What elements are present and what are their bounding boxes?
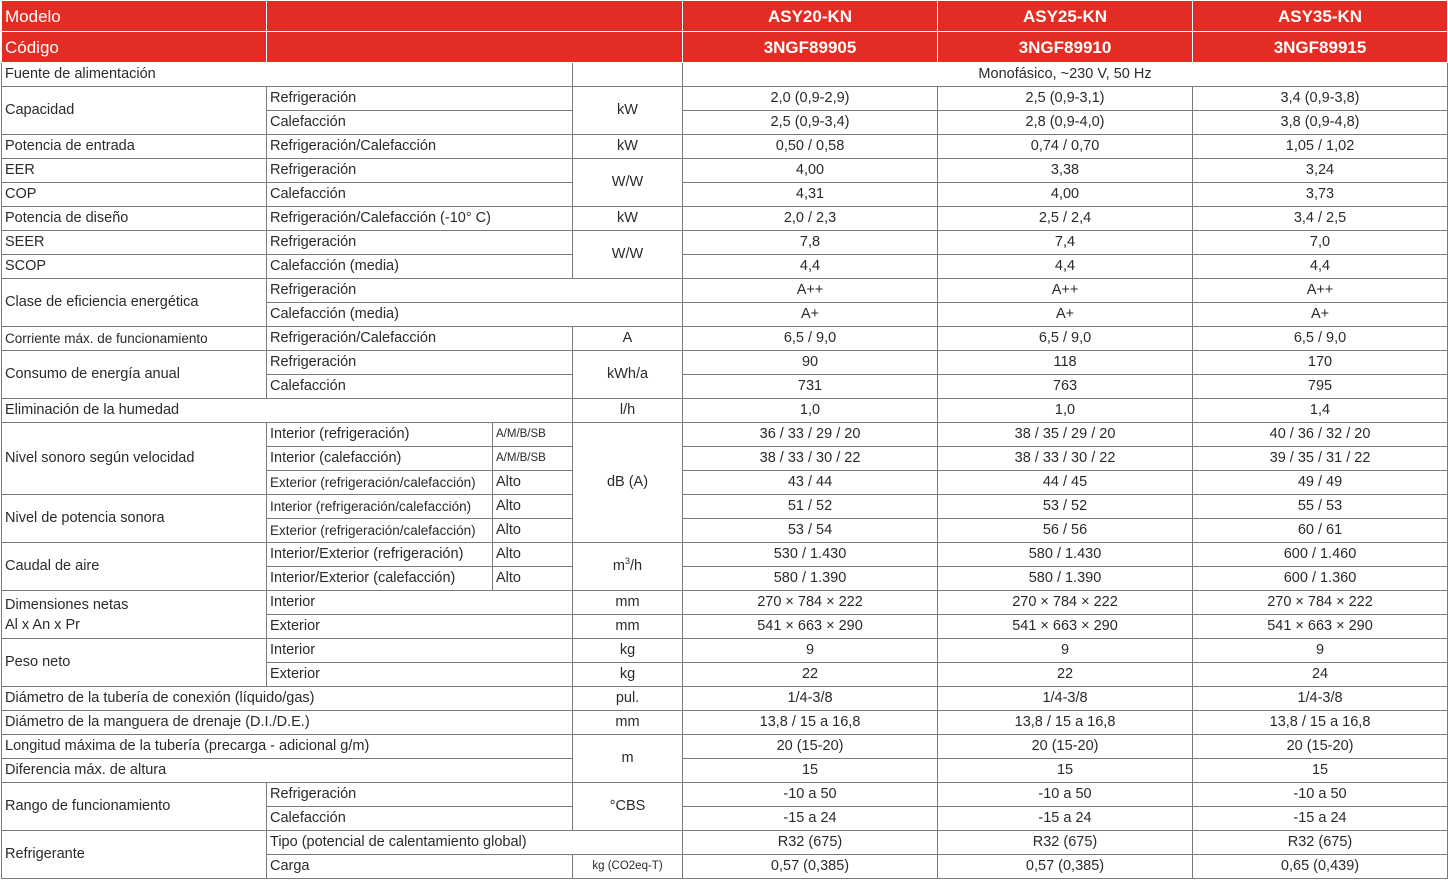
unit-base: m <box>612 558 625 574</box>
row-label: Diámetro de la tubería de conexión (líquido/gas) <box>2 687 573 711</box>
value-cell: 15 <box>938 759 1193 783</box>
value-cell: 20 (15-20) <box>1193 735 1448 759</box>
value-cell: A++ <box>683 279 938 303</box>
row-label: Rango de funcionamiento <box>2 783 267 831</box>
value-cell: 541 × 663 × 290 <box>683 615 938 639</box>
value-cell: 60 / 61 <box>1193 519 1448 543</box>
value-cell: 580 / 1.430 <box>938 543 1193 567</box>
unit-tail: /h <box>630 558 643 574</box>
row-label: Corriente máx. de funcionamiento <box>2 327 267 351</box>
value-cell: 20 (15-20) <box>683 735 938 759</box>
value-cell: A+ <box>1193 303 1448 327</box>
value-cell: 4,4 <box>683 255 938 279</box>
value-cell: 3,38 <box>938 159 1193 183</box>
sub-label: Interior/Exterior (refrigeración) <box>267 543 493 567</box>
sub-label: Calefacción <box>267 111 573 135</box>
value-cell: 38 / 33 / 30 / 22 <box>938 447 1193 471</box>
unit-cell: kg <box>573 663 683 687</box>
value-cell: 22 <box>938 663 1193 687</box>
speed-label: Alto <box>493 471 573 495</box>
unit-cell: dB (A) <box>573 423 683 543</box>
value-cell: 1,05 / 1,02 <box>1193 135 1448 159</box>
value-cell: 763 <box>938 375 1193 399</box>
sub-label: Interior/Exterior (calefacción) <box>267 567 493 591</box>
value-cell: 600 / 1.360 <box>1193 567 1448 591</box>
speed-label: Alto <box>493 567 573 591</box>
table-row <box>2 231 1448 255</box>
value-cell: 270 × 784 × 222 <box>683 591 938 615</box>
sub-label: Refrigeración <box>267 159 573 183</box>
value-cell: 53 / 52 <box>938 495 1193 519</box>
table-row <box>2 735 1448 759</box>
value-cell: 51 / 52 <box>683 495 938 519</box>
value-cell: 600 / 1.460 <box>1193 543 1448 567</box>
value-cell: 6,5 / 9,0 <box>683 327 938 351</box>
sub-label: Refrigeración <box>267 231 573 255</box>
row-label-line2: Al x An x Pr <box>5 616 80 633</box>
sub-label: Interior <box>267 591 573 615</box>
sub-label: Calefacción (media) <box>267 303 683 327</box>
sub-label: Refrigeración <box>267 351 573 375</box>
value-cell: 9 <box>683 639 938 663</box>
value-cell: 3,24 <box>1193 159 1448 183</box>
value-cell: A++ <box>1193 279 1448 303</box>
sub-label: Interior (refrigeración/calefacción) <box>267 495 493 519</box>
value-cell: 170 <box>1193 351 1448 375</box>
value-cell: 1/4-3/8 <box>1193 687 1448 711</box>
row-label: COP <box>2 183 267 207</box>
value-cell: 2,5 (0,9-3,1) <box>938 87 1193 111</box>
value-cell: 6,5 / 9,0 <box>1193 327 1448 351</box>
value-cell: A++ <box>938 279 1193 303</box>
value-cell: R32 (675) <box>938 831 1193 855</box>
row-label: Capacidad <box>2 87 267 135</box>
code-1: 3NGF89905 <box>683 32 938 63</box>
row-label: SCOP <box>2 255 267 279</box>
row-label: Consumo de energía anual <box>2 351 267 399</box>
unit-cell <box>573 543 683 591</box>
value-cell: -15 a 24 <box>938 807 1193 831</box>
value-cell: 49 / 49 <box>1193 471 1448 495</box>
model-label: Modelo <box>2 1 267 32</box>
sub-label: Carga <box>267 855 573 879</box>
row-label: Fuente de alimentación <box>2 63 573 87</box>
unit-cell <box>573 63 683 87</box>
sub-label: Calefacción <box>267 807 573 831</box>
unit-cell: mm <box>573 711 683 735</box>
row-label: Diferencia máx. de altura <box>2 759 573 783</box>
sub-label: Interior (calefacción) <box>267 447 493 471</box>
table-row <box>2 279 1448 303</box>
value-cell: -10 a 50 <box>1193 783 1448 807</box>
row-label: Nivel de potencia sonora <box>2 495 267 543</box>
value-cell: -10 a 50 <box>938 783 1193 807</box>
value-cell: 44 / 45 <box>938 471 1193 495</box>
unit-cell: kW <box>573 207 683 231</box>
row-label: Eliminación de la humedad <box>2 399 573 423</box>
row-label: Nivel sonoro según velocidad <box>2 423 267 495</box>
value-cell: 795 <box>1193 375 1448 399</box>
value-cell: 541 × 663 × 290 <box>938 615 1193 639</box>
unit-cell: A <box>573 327 683 351</box>
value-cell: 90 <box>683 351 938 375</box>
table-row <box>2 759 1448 783</box>
value-cell: 40 / 36 / 32 / 20 <box>1193 423 1448 447</box>
table-row <box>2 159 1448 183</box>
model-3: ASY35-KN <box>1193 1 1448 32</box>
value-cell: 13,8 / 15 a 16,8 <box>938 711 1193 735</box>
table-row <box>2 543 1448 567</box>
value-cell: 4,31 <box>683 183 938 207</box>
value-cell: A+ <box>938 303 1193 327</box>
table-row <box>2 183 1448 207</box>
value-cell: 15 <box>1193 759 1448 783</box>
value-cell: 2,5 (0,9-3,4) <box>683 111 938 135</box>
code-2: 3NGF89910 <box>938 32 1193 63</box>
header-spacer <box>267 32 683 63</box>
value-cell: 38 / 33 / 30 / 22 <box>683 447 938 471</box>
table-row <box>2 327 1448 351</box>
unit-cell: mm <box>573 591 683 615</box>
value-cell: 2,8 (0,9-4,0) <box>938 111 1193 135</box>
table-row <box>2 831 1448 855</box>
speed-label: A/M/B/SB <box>493 447 573 471</box>
table-row <box>2 639 1448 663</box>
value-cell: 56 / 56 <box>938 519 1193 543</box>
value-cell: 39 / 35 / 31 / 22 <box>1193 447 1448 471</box>
row-label: Potencia de entrada <box>2 135 267 159</box>
sub-label: Refrigeración <box>267 279 683 303</box>
table-row <box>2 783 1448 807</box>
code-3: 3NGF89915 <box>1193 32 1448 63</box>
sub-label: Calefacción <box>267 183 573 207</box>
table-row <box>2 207 1448 231</box>
table-row <box>2 495 1448 519</box>
table-row <box>2 687 1448 711</box>
value-cell: 3,4 (0,9-3,8) <box>1193 87 1448 111</box>
row-label: EER <box>2 159 267 183</box>
unit-cell: kg <box>573 639 683 663</box>
value-cell: 7,8 <box>683 231 938 255</box>
value-cell: 0,50 / 0,58 <box>683 135 938 159</box>
sub-label: Exterior (refrigeración/calefacción) <box>267 471 493 495</box>
value-cell: 1,0 <box>938 399 1193 423</box>
sub-label: Refrigeración <box>267 87 573 111</box>
model-1: ASY20-KN <box>683 1 938 32</box>
value-cell: 2,0 / 2,3 <box>683 207 938 231</box>
value-cell: 53 / 54 <box>683 519 938 543</box>
unit-cell: °CBS <box>573 783 683 831</box>
unit-cell: m <box>573 735 683 783</box>
value-cell: 9 <box>938 639 1193 663</box>
value-cell: 13,8 / 15 a 16,8 <box>683 711 938 735</box>
table-row <box>2 351 1448 375</box>
value-cell: 6,5 / 9,0 <box>938 327 1193 351</box>
value-cell: -15 a 24 <box>683 807 938 831</box>
unit-cell: pul. <box>573 687 683 711</box>
value-cell: 38 / 35 / 29 / 20 <box>938 423 1193 447</box>
value-cell: 3,4 / 2,5 <box>1193 207 1448 231</box>
unit-cell: mm <box>573 615 683 639</box>
value-cell: 3,8 (0,9-4,8) <box>1193 111 1448 135</box>
table-row <box>2 87 1448 111</box>
value-cell: 4,4 <box>1193 255 1448 279</box>
sub-label: Tipo (potencial de calentamiento global) <box>267 831 683 855</box>
value-cell: 270 × 784 × 222 <box>1193 591 1448 615</box>
value-cell: 2,5 / 2,4 <box>938 207 1193 231</box>
unit-exponent: 3 <box>625 556 631 567</box>
unit-cell: W/W <box>573 159 683 207</box>
model-2: ASY25-KN <box>938 1 1193 32</box>
row-label: SEER <box>2 231 267 255</box>
value-cell: 4,00 <box>683 159 938 183</box>
value-cell: 4,4 <box>938 255 1193 279</box>
unit-cell: kWh/a <box>573 351 683 399</box>
value-cell: 24 <box>1193 663 1448 687</box>
value-cell: 7,4 <box>938 231 1193 255</box>
value-cell: 22 <box>683 663 938 687</box>
sub-label: Interior <box>267 639 573 663</box>
row-label: Longitud máxima de la tubería (precarga - adicional g/m) <box>2 735 573 759</box>
row-label: Clase de eficiencia energética <box>2 279 267 327</box>
table-row <box>2 591 1448 615</box>
sub-label: Calefacción (media) <box>267 255 573 279</box>
value-cell: 13,8 / 15 a 16,8 <box>1193 711 1448 735</box>
speed-label: Alto <box>493 519 573 543</box>
value-cell: 0,57 (0,385) <box>683 855 938 879</box>
row-label: Potencia de diseño <box>2 207 267 231</box>
unit-cell: l/h <box>573 399 683 423</box>
table-row <box>2 63 1448 87</box>
value-cell: 0,65 (0,439) <box>1193 855 1448 879</box>
value-cell: 1,4 <box>1193 399 1448 423</box>
value-cell: 0,57 (0,385) <box>938 855 1193 879</box>
row-label <box>2 591 267 639</box>
speed-label: A/M/B/SB <box>493 423 573 447</box>
sub-label: Refrigeración/Calefacción <box>267 327 573 351</box>
value-cell: 580 / 1.390 <box>938 567 1193 591</box>
value-cell: 3,73 <box>1193 183 1448 207</box>
value-cell: 55 / 53 <box>1193 495 1448 519</box>
value-cell: 9 <box>1193 639 1448 663</box>
value-cell: -15 a 24 <box>1193 807 1448 831</box>
value-cell: -10 a 50 <box>683 783 938 807</box>
value-cell: 580 / 1.390 <box>683 567 938 591</box>
value-cell: 4,00 <box>938 183 1193 207</box>
value-cell: 20 (15-20) <box>938 735 1193 759</box>
sub-label: Exterior <box>267 663 573 687</box>
value-cell: 270 × 784 × 222 <box>938 591 1193 615</box>
table-row <box>2 399 1448 423</box>
header-spacer <box>267 1 683 32</box>
table-row <box>2 423 1448 447</box>
row-label: Peso neto <box>2 639 267 687</box>
value-cell: 43 / 44 <box>683 471 938 495</box>
value-cell: A+ <box>683 303 938 327</box>
value-cell: 541 × 663 × 290 <box>1193 615 1448 639</box>
value-cell: R32 (675) <box>1193 831 1448 855</box>
row-label-line1: Dimensiones netas <box>5 596 129 613</box>
value-cell: 1/4-3/8 <box>938 687 1193 711</box>
row-label: Caudal de aire <box>2 543 267 591</box>
value-cell: 731 <box>683 375 938 399</box>
value-cell: 2,0 (0,9-2,9) <box>683 87 938 111</box>
table-row <box>2 135 1448 159</box>
value-cell: 15 <box>683 759 938 783</box>
row-label: Refrigerante <box>2 831 267 879</box>
sub-label: Refrigeración <box>267 783 573 807</box>
header-row-code <box>2 32 1448 63</box>
unit-cell: kW <box>573 87 683 135</box>
value-cell: 530 / 1.430 <box>683 543 938 567</box>
speed-label: Alto <box>493 543 573 567</box>
unit-cell: kW <box>573 135 683 159</box>
speed-label: Alto <box>493 495 573 519</box>
value-cell: 1/4-3/8 <box>683 687 938 711</box>
header-row-model <box>2 1 1448 32</box>
sub-label: Exterior <box>267 615 573 639</box>
value-cell: 36 / 33 / 29 / 20 <box>683 423 938 447</box>
value-cell: R32 (675) <box>683 831 938 855</box>
table-row <box>2 711 1448 735</box>
sub-label: Refrigeración/Calefacción <box>267 135 573 159</box>
value-cell: 1,0 <box>683 399 938 423</box>
code-label: Código <box>2 32 267 63</box>
sub-label: Exterior (refrigeración/calefacción) <box>267 519 493 543</box>
spec-table <box>1 0 1448 879</box>
unit-cell: kg (CO2eq-T) <box>573 855 683 879</box>
row-label: Diámetro de la manguera de drenaje (D.I./D.E.) <box>2 711 573 735</box>
value-cell: Monofásico, ~230 V, 50 Hz <box>683 63 1448 87</box>
value-cell: 7,0 <box>1193 231 1448 255</box>
sub-label: Refrigeración/Calefacción (-10° C) <box>267 207 573 231</box>
sub-label: Calefacción <box>267 375 573 399</box>
sub-label: Interior (refrigeración) <box>267 423 493 447</box>
table-row <box>2 255 1448 279</box>
value-cell: 0,74 / 0,70 <box>938 135 1193 159</box>
unit-cell: W/W <box>573 231 683 279</box>
value-cell: 118 <box>938 351 1193 375</box>
